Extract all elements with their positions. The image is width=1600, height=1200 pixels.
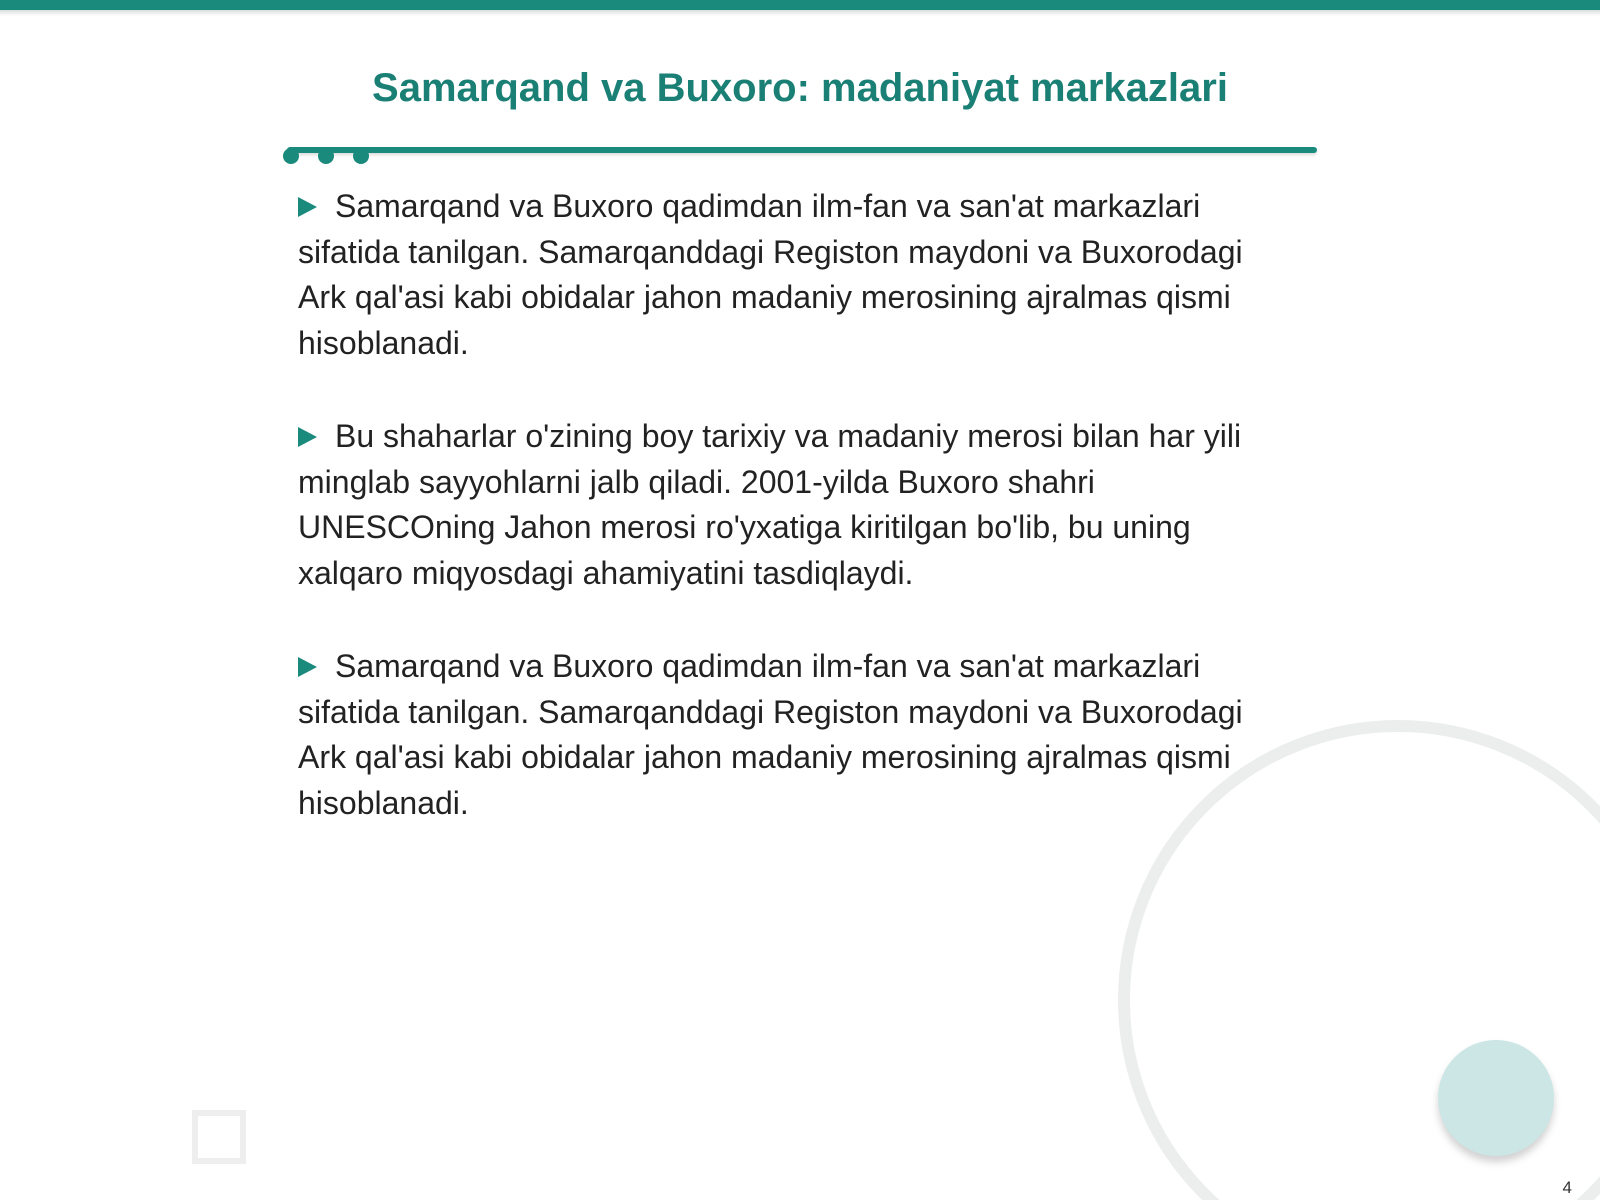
decorative-circle bbox=[1438, 1040, 1554, 1156]
triangle-bullet-icon bbox=[298, 197, 317, 217]
triangle-bullet-icon bbox=[298, 427, 317, 447]
page-number: 4 bbox=[1562, 1178, 1572, 1197]
bullet-item bbox=[298, 184, 1278, 366]
top-accent-bar bbox=[0, 0, 1600, 10]
bullet-item bbox=[298, 414, 1278, 596]
title-underline-dot bbox=[318, 148, 334, 164]
title-underline bbox=[287, 147, 1317, 153]
title-underline-dot bbox=[353, 148, 369, 164]
bullet-text: Samarqand va Buxoro qadimdan ilm-fan va san'at markazlari sifatida tanilgan. Samarqanddagi Registon maydoni va Buxorodagi Ark qal'asi kabi obidalar jahon madaniy merosining ajralmas qismi hisoblanadi. bbox=[298, 648, 1243, 821]
triangle-bullet-icon bbox=[298, 657, 317, 677]
bullet-text: Samarqand va Buxoro qadimdan ilm-fan va san'at markazlari sifatida tanilgan. Samarqanddagi Registon maydoni va Buxorodagi Ark qal'asi kabi obidalar jahon madaniy merosining ajralmas qismi hisoblanadi. bbox=[298, 188, 1243, 361]
bullet-item bbox=[298, 644, 1278, 826]
title-underline-dot bbox=[283, 148, 299, 164]
slide-title: Samarqand va Buxoro: madaniyat markazlari bbox=[372, 66, 1228, 110]
decorative-square bbox=[192, 1110, 246, 1164]
bullet-text: Bu shaharlar o'zining boy tarixiy va madaniy merosi bilan har yili minglab sayyohlarni jalb qiladi. 2001-yilda Buxoro shahri UNESCOning Jahon merosi ro'yxatiga kiritilgan bo'lib, bu uning xalqaro miqyosdagi ahamiyatini tasdiqlaydi. bbox=[298, 418, 1242, 591]
top-bar-shadow bbox=[0, 10, 1600, 16]
bullet-list bbox=[298, 184, 1278, 874]
